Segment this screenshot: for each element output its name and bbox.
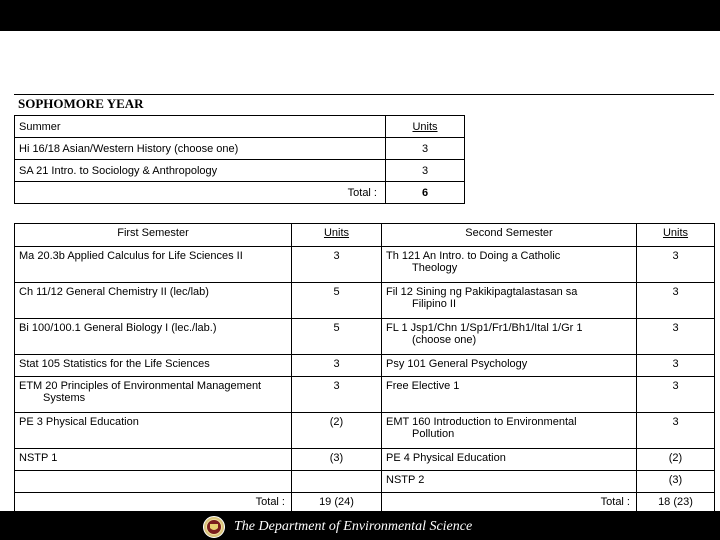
second-course-cell: [382, 355, 637, 377]
summer-total-row: [15, 182, 465, 204]
course-name: Th 121 An Intro. to Doing a Catholic: [386, 250, 561, 262]
course-name: Free Elective 1: [386, 380, 460, 392]
first-units-cell: (2): [292, 413, 382, 449]
second-units-cell: 3: [637, 283, 715, 319]
first-course-cell: [15, 355, 292, 377]
course-name: Ch 11/12 General Chemistry II (lec/lab): [19, 286, 209, 298]
second-course-cell: [382, 413, 637, 449]
first-course-cell: [15, 377, 292, 413]
table-row: [15, 138, 465, 160]
course-name: Ma 20.3b Applied Calculus for Life Sciences II: [19, 250, 243, 262]
units-cell: 3: [386, 160, 465, 182]
first-total: 19 (24): [292, 493, 382, 515]
semester-table: [14, 223, 715, 515]
first-course-cell: [15, 449, 292, 471]
first-course-cell: [15, 471, 292, 493]
first-units-cell: 3: [292, 377, 382, 413]
course-name-cont: Pollution: [412, 428, 455, 440]
second-units-header: Units: [637, 224, 715, 247]
course-name-cont: (choose one): [412, 334, 477, 346]
first-units-cell: 3: [292, 355, 382, 377]
course-cell: Hi 16/18 Asian/Western History (choose one): [15, 138, 386, 160]
first-units-cell: (3): [292, 449, 382, 471]
second-course-cell: [382, 449, 637, 471]
first-units-cell: 5: [292, 283, 382, 319]
course-name-cont: Systems: [43, 392, 86, 404]
table-row: [15, 355, 715, 377]
table-row: [15, 449, 715, 471]
table-row: [15, 377, 715, 413]
second-units-cell: (3): [637, 471, 715, 493]
table-row: [15, 160, 465, 182]
semester-header-row: [15, 224, 715, 247]
summer-units-header: Units: [386, 116, 465, 138]
table-row: [15, 471, 715, 493]
second-course-cell: [382, 471, 637, 493]
summer-header-row: [15, 116, 465, 138]
second-units-cell: 3: [637, 319, 715, 355]
course-name: ETM 20 Principles of Environmental Management: [19, 380, 262, 392]
second-units-cell: 3: [637, 247, 715, 283]
summer-total-label: Total :: [15, 182, 386, 204]
second-course-cell: [382, 247, 637, 283]
course-name-cont: Theology: [412, 262, 458, 274]
first-units-header: Units: [292, 224, 382, 247]
second-course-cell: [382, 319, 637, 355]
heading-rule: [14, 94, 714, 95]
first-total-label: Total :: [15, 493, 292, 515]
course-name: PE 3 Physical Education: [19, 416, 139, 428]
course-name: NSTP 1: [19, 452, 58, 464]
page-heading: SOPHOMORE YEAR: [18, 96, 144, 111]
course-name: EMT 160 Introduction to Environmental: [386, 416, 577, 428]
first-units-cell: 5: [292, 319, 382, 355]
second-units-cell: (2): [637, 449, 715, 471]
second-total: 18 (23): [637, 493, 715, 515]
summer-total: 6: [386, 182, 465, 204]
course-name: Bi 100/100.1 General Biology I (lec./lab.): [19, 322, 217, 334]
second-total-label: Total :: [382, 493, 637, 515]
course-name: Psy 101 General Psychology: [386, 358, 528, 370]
first-units-cell: [292, 471, 382, 493]
summer-label: Summer: [15, 116, 386, 138]
second-units-cell: 3: [637, 377, 715, 413]
second-semester-header: Second Semester: [382, 224, 637, 247]
table-row: [15, 247, 715, 283]
first-course-cell: [15, 247, 292, 283]
university-seal-icon: [203, 516, 225, 538]
course-cell: SA 21 Intro. to Sociology & Anthropology: [15, 160, 386, 182]
first-course-cell: [15, 319, 292, 355]
first-course-cell: [15, 283, 292, 319]
first-semester-header: First Semester: [15, 224, 292, 247]
table-row: [15, 283, 715, 319]
top-bar: [0, 0, 720, 31]
course-name: NSTP 2: [386, 474, 425, 486]
second-course-cell: [382, 283, 637, 319]
table-row: [15, 319, 715, 355]
course-name: PE 4 Physical Education: [386, 452, 506, 464]
course-name-cont: Filipino II: [412, 298, 457, 310]
course-name: Stat 105 Statistics for the Life Sciences: [19, 358, 210, 370]
course-name: FL 1 Jsp1/Chn 1/Sp1/Fr1/Bh1/Ital 1/Gr 1: [386, 322, 583, 334]
footer-department-name: The Department of Environmental Science: [234, 519, 473, 534]
table-row: [15, 413, 715, 449]
course-name: Fil 12 Sining ng Pakikipagtalastasan sa: [386, 286, 578, 298]
second-units-cell: 3: [637, 355, 715, 377]
units-cell: 3: [386, 138, 465, 160]
first-units-cell: 3: [292, 247, 382, 283]
second-course-cell: [382, 377, 637, 413]
summer-table: [14, 115, 465, 204]
second-units-cell: 3: [637, 413, 715, 449]
first-course-cell: [15, 413, 292, 449]
